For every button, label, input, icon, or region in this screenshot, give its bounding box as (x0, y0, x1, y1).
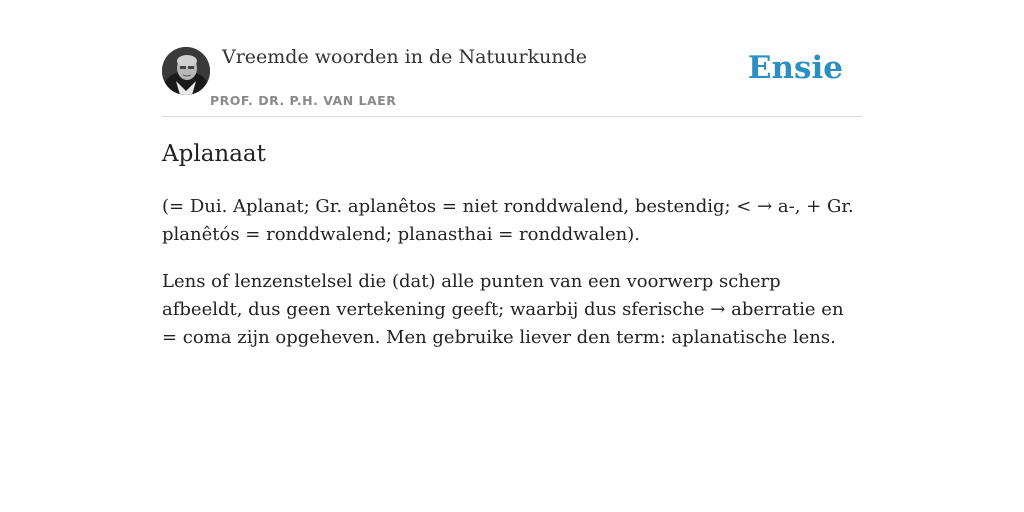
page-header (162, 46, 862, 117)
author-avatar[interactable] (162, 47, 210, 95)
entry-definition: Lens of lenzenstelsel die (dat) alle punten van een voorwerp scherp afbeeldt, dus geen vertekening geeft; waarbij dus sferische → aberratie en = coma zijn opgeheven. Men gebruike liever den term: aplanatische lens. (162, 271, 844, 348)
ensie-logo-link[interactable]: Ensie (747, 50, 843, 86)
book-title-link[interactable]: Vreemde woorden in de Natuurkunde (222, 46, 587, 68)
entry-etymology: (= Dui. Aplanat; Gr. aplanêtos = niet ronddwalend, bestendig; < → a-, + Gr. planêtós = ronddwalend; planasthai = ronddwalen). (162, 196, 854, 245)
author-portrait-icon (162, 47, 210, 95)
entry-title: Aplanaat (162, 141, 266, 167)
author-name[interactable]: PROF. DR. P.H. VAN LAER (210, 93, 397, 108)
entry-content (162, 138, 862, 352)
